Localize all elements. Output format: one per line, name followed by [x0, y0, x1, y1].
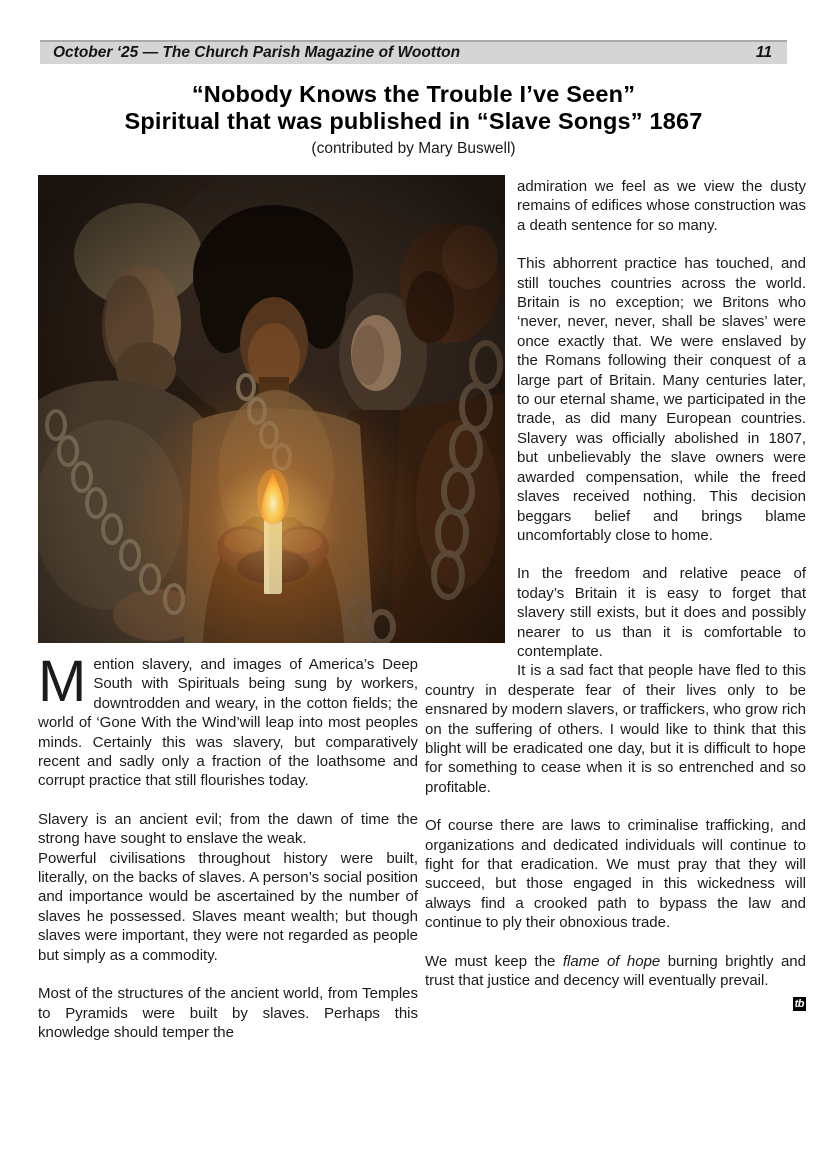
closing-text-pre: We must keep the — [425, 952, 563, 970]
end-of-article-row — [425, 993, 806, 1012]
closing-paragraph — [425, 952, 806, 991]
flame-of-hope-italic: flame of hope — [562, 952, 661, 970]
article-title-line1: “Nobody Knows the Trouble I’ve Seen” — [191, 81, 636, 107]
page-number: 11 — [755, 44, 772, 61]
closing-text-post: burning brightly and trust that justice and decency will eventually prevail. — [425, 952, 806, 990]
article-title-block — [40, 81, 787, 158]
right-column — [425, 177, 806, 1013]
body-paragraph: Slavery is an ancient evil; from the dawn of time the strong have sought to enslave the weak. — [38, 810, 418, 848]
body-paragraph: It is a sad fact that people have fled to this country in desperate fear of their lives only to be ensnared by modern slavers, or traffickers, who grow rich on the suffering of others. I would like to think that this blight will be eradicated one day, but it is difficult to hope for something to cease when it is so entrenched and so profitable. — [425, 662, 806, 796]
end-of-article-mark: tb — [794, 998, 804, 1011]
body-paragraph: Most of the structures of the ancient world, from Temples to Pyramids were built by slaves. Perhaps this knowledge should temper the — [38, 985, 418, 1041]
drop-cap: M — [38, 649, 87, 714]
left-column — [38, 649, 418, 1042]
photo-wrap-spacer — [425, 177, 517, 664]
body-paragraph: Powerful civilisations throughout history were built, literally, on the backs of slaves. A person’s social position and importance would be ascertained by the number of slaves he possessed. Slaves meant wealth; but though slaves were important, they were not regarded as people but simply as a commodity. — [38, 849, 418, 964]
header-title: October ‘25 — The Church Parish Magazine of Wootton — [53, 44, 461, 61]
article-title-line2: Spiritual that was published in “Slave Songs” 1867 — [124, 108, 703, 134]
lead-paragraph-text: ention slavery, and images of America’s Deep South with Spirituals being sung by workers, downtrodden and weary, in the cotton fields; the world of ‘Gone With the Wind’will leap into most peoples minds. Certainly this was slavery, but comparatively recent and sadly only a fraction of the loathsome and corrupt practice that still flourishes today. — [38, 656, 418, 790]
body-paragraph: admiration we feel as we view the dusty remains of edifices whose construction was a death sentence for so many. — [517, 178, 806, 234]
body-paragraph: Of course there are laws to criminalise trafficking, and organizations and dedicated individuals will continue to fight for that eradication. We must pray that they will succeed, but those engaged in this wickedness will always find a crooked path to bypass the law and continue to ply their obnoxious trade. — [425, 817, 806, 932]
page-header — [40, 40, 787, 64]
body-paragraph: This abhorrent practice has touched, and still touches countries across the world. Britain is no exception; we Britons who ‘never, never, never, shall be slaves’ were once exactly that. We were enslaved by the Romans following their conquest of a large part of Britain. Many centuries later, to our eternal shame, we participated in the trade, as did many European countries. Slavery was officially abolished in 1807, but unbelievably the slave owners were awarded compensation, while the freed slaves received nothing. This decision beggars belief and brings blame uncomfortably close to home. — [517, 255, 806, 544]
article-byline: (contributed by Mary Buswell) — [311, 140, 516, 157]
lead-paragraph — [38, 649, 418, 791]
body-paragraph: In the freedom and relative peace of today’s Britain it is easy to forget that slavery still exists, but it does and possibly nearer to us than it is comfortable to contemplate. — [517, 565, 806, 660]
